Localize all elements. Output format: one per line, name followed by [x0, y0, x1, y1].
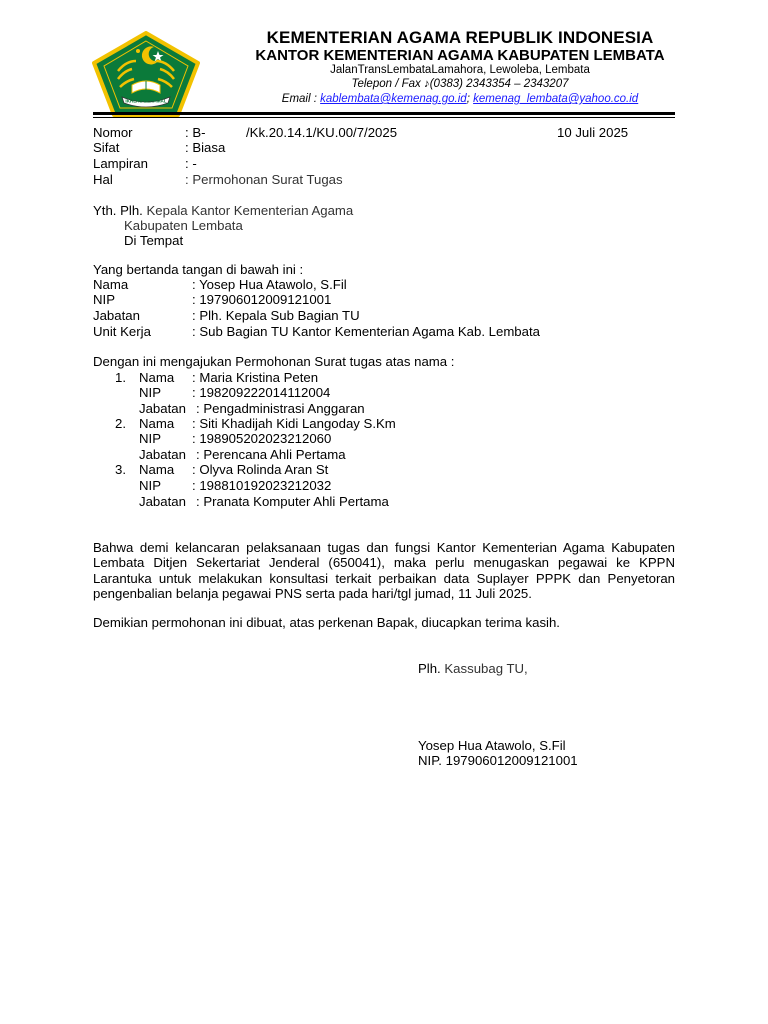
hal-label: Hal — [93, 172, 113, 187]
body-paragraph: Bahwa demi kelancaran pelaksanaan tugas dan fungsi Kantor Kementerian Agama Kabupaten Lembata Ditjen Sekertariat Jenderal (650041), maka perlu menugaskan pegawai ke KPPN Larantuka untuk melakukan konsultasi terkait perbaikan data Suplayer PPPK dan Penyetoran pengenbalian belanja pegawai PNS serta pada hari/tgl jumad, 11 Juli 2025. — [93, 540, 675, 602]
hal-value: : Permohonan Surat Tugas — [185, 172, 343, 187]
person-nama-label: Nama — [139, 416, 175, 431]
letterhead-rule-thin — [93, 117, 675, 118]
person-nip: : 198810192023212032 — [192, 478, 332, 493]
person-jabatan-label: Jabatan — [139, 494, 186, 509]
person-jabatan: : Pranata Komputer Ahli Pertama — [196, 494, 389, 509]
recipient-prefix: Yth. Plh. — [93, 203, 147, 218]
letter-date: 10 Juli 2025 — [557, 125, 629, 140]
nomor-value: : B- — [185, 125, 206, 140]
ministry-logo — [92, 31, 200, 117]
lampiran-value: : - — [185, 156, 197, 171]
person-nip-label: NIP — [139, 478, 161, 493]
person-nama: : Siti Khadijah Kidi Langoday S.Km — [192, 416, 396, 431]
lampiran-label: Lampiran — [93, 156, 148, 171]
person-nama-label: Nama — [139, 370, 175, 385]
letterhead-phone — [200, 78, 720, 90]
person-nip-label: NIP — [139, 385, 161, 400]
recipient-line-1 — [93, 203, 353, 218]
signer-unit-label: Unit Kerja — [93, 324, 151, 339]
person-jabatan-label: Jabatan — [139, 447, 186, 462]
signer-unit-value: : Sub Bagian TU Kantor Kementerian Agama Kab. Lembata — [192, 324, 540, 339]
person-nip: : 198209222014112004 — [192, 385, 331, 400]
svg-text:IKHLAS BERAMAL: IKHLAS BERAMAL — [125, 98, 167, 104]
email-separator: ; — [466, 93, 474, 105]
signer-intro: Yang bertanda tangan di bawah ini : — [93, 262, 304, 277]
person-jabatan: : Pengadministrasi Anggaran — [196, 401, 365, 416]
signer-jabatan-value: : Plh. Kepala Sub Bagian TU — [192, 308, 360, 323]
sifat-value: : Biasa — [185, 140, 226, 155]
phone-text: Telepon / Fax ♪(0383) 2343354 – 2343207 — [351, 78, 569, 90]
request-intro: Dengan ini mengajukan Permohonan Surat tugas atas nama : — [93, 354, 455, 369]
email-label: Email : — [281, 93, 321, 105]
letterhead-office: KANTOR KEMENTERIAN AGAMA KABUPATEN LEMBATA — [255, 47, 665, 64]
person-nama: : Maria Kristina Peten — [192, 370, 319, 385]
email-link-1[interactable]: kablembata@kemenag.go.id — [320, 93, 467, 105]
person-number: 1. — [115, 370, 126, 385]
signer-nip-label: NIP — [93, 292, 115, 307]
person-nip: : 198905202023212060 — [192, 431, 332, 446]
signer-nama-label: Nama — [93, 277, 129, 292]
person-nama-label: Nama — [139, 462, 175, 477]
letterhead-address: JalanTransLembataLamahora, Lewoleba, Lembata — [330, 64, 590, 76]
recipient-line-2: Kabupaten Lembata — [124, 218, 243, 233]
signer-nama-value: : Yosep Hua Atawolo, S.Fil — [192, 277, 347, 292]
signature-title-prefix: Plh. — [418, 661, 445, 676]
sifat-label: Sifat — [93, 140, 120, 155]
email-link-2[interactable]: kemenag_lembata@yahoo.co.id — [473, 93, 639, 105]
signature-title-rest: Kassubag TU, — [444, 661, 528, 676]
letterhead-ministry: KEMENTERIAN AGAMA REPUBLIK INDONESIA — [266, 28, 654, 47]
signature-nip: NIP. 197906012009121001 — [418, 753, 578, 768]
person-number: 3. — [115, 462, 126, 477]
signature-name: Yosep Hua Atawolo, S.Fil — [418, 738, 566, 753]
closing-sentence: Demikian permohonan ini dibuat, atas perkenan Bapak, diucapkan terima kasih. — [93, 615, 560, 630]
person-jabatan: : Perencana Ahli Pertama — [196, 447, 346, 462]
letterhead-rule-thick — [93, 112, 675, 115]
nomor-label: Nomor — [93, 125, 133, 140]
person-number: 2. — [115, 416, 126, 431]
recipient-line-3: Di Tempat — [124, 233, 184, 248]
nomor-code: /Kk.20.14.1/KU.00/7/2025 — [246, 125, 398, 140]
letterhead-email — [200, 93, 720, 105]
signature-title — [418, 661, 528, 676]
person-nip-label: NIP — [139, 431, 161, 446]
person-nama: : Olyva Rolinda Aran St — [192, 462, 329, 477]
signer-jabatan-label: Jabatan — [93, 308, 140, 323]
signer-nip-value: : 197906012009121001 — [192, 292, 332, 307]
recipient-title: Kepala Kantor Kementerian Agama — [146, 203, 354, 218]
person-jabatan-label: Jabatan — [139, 401, 186, 416]
